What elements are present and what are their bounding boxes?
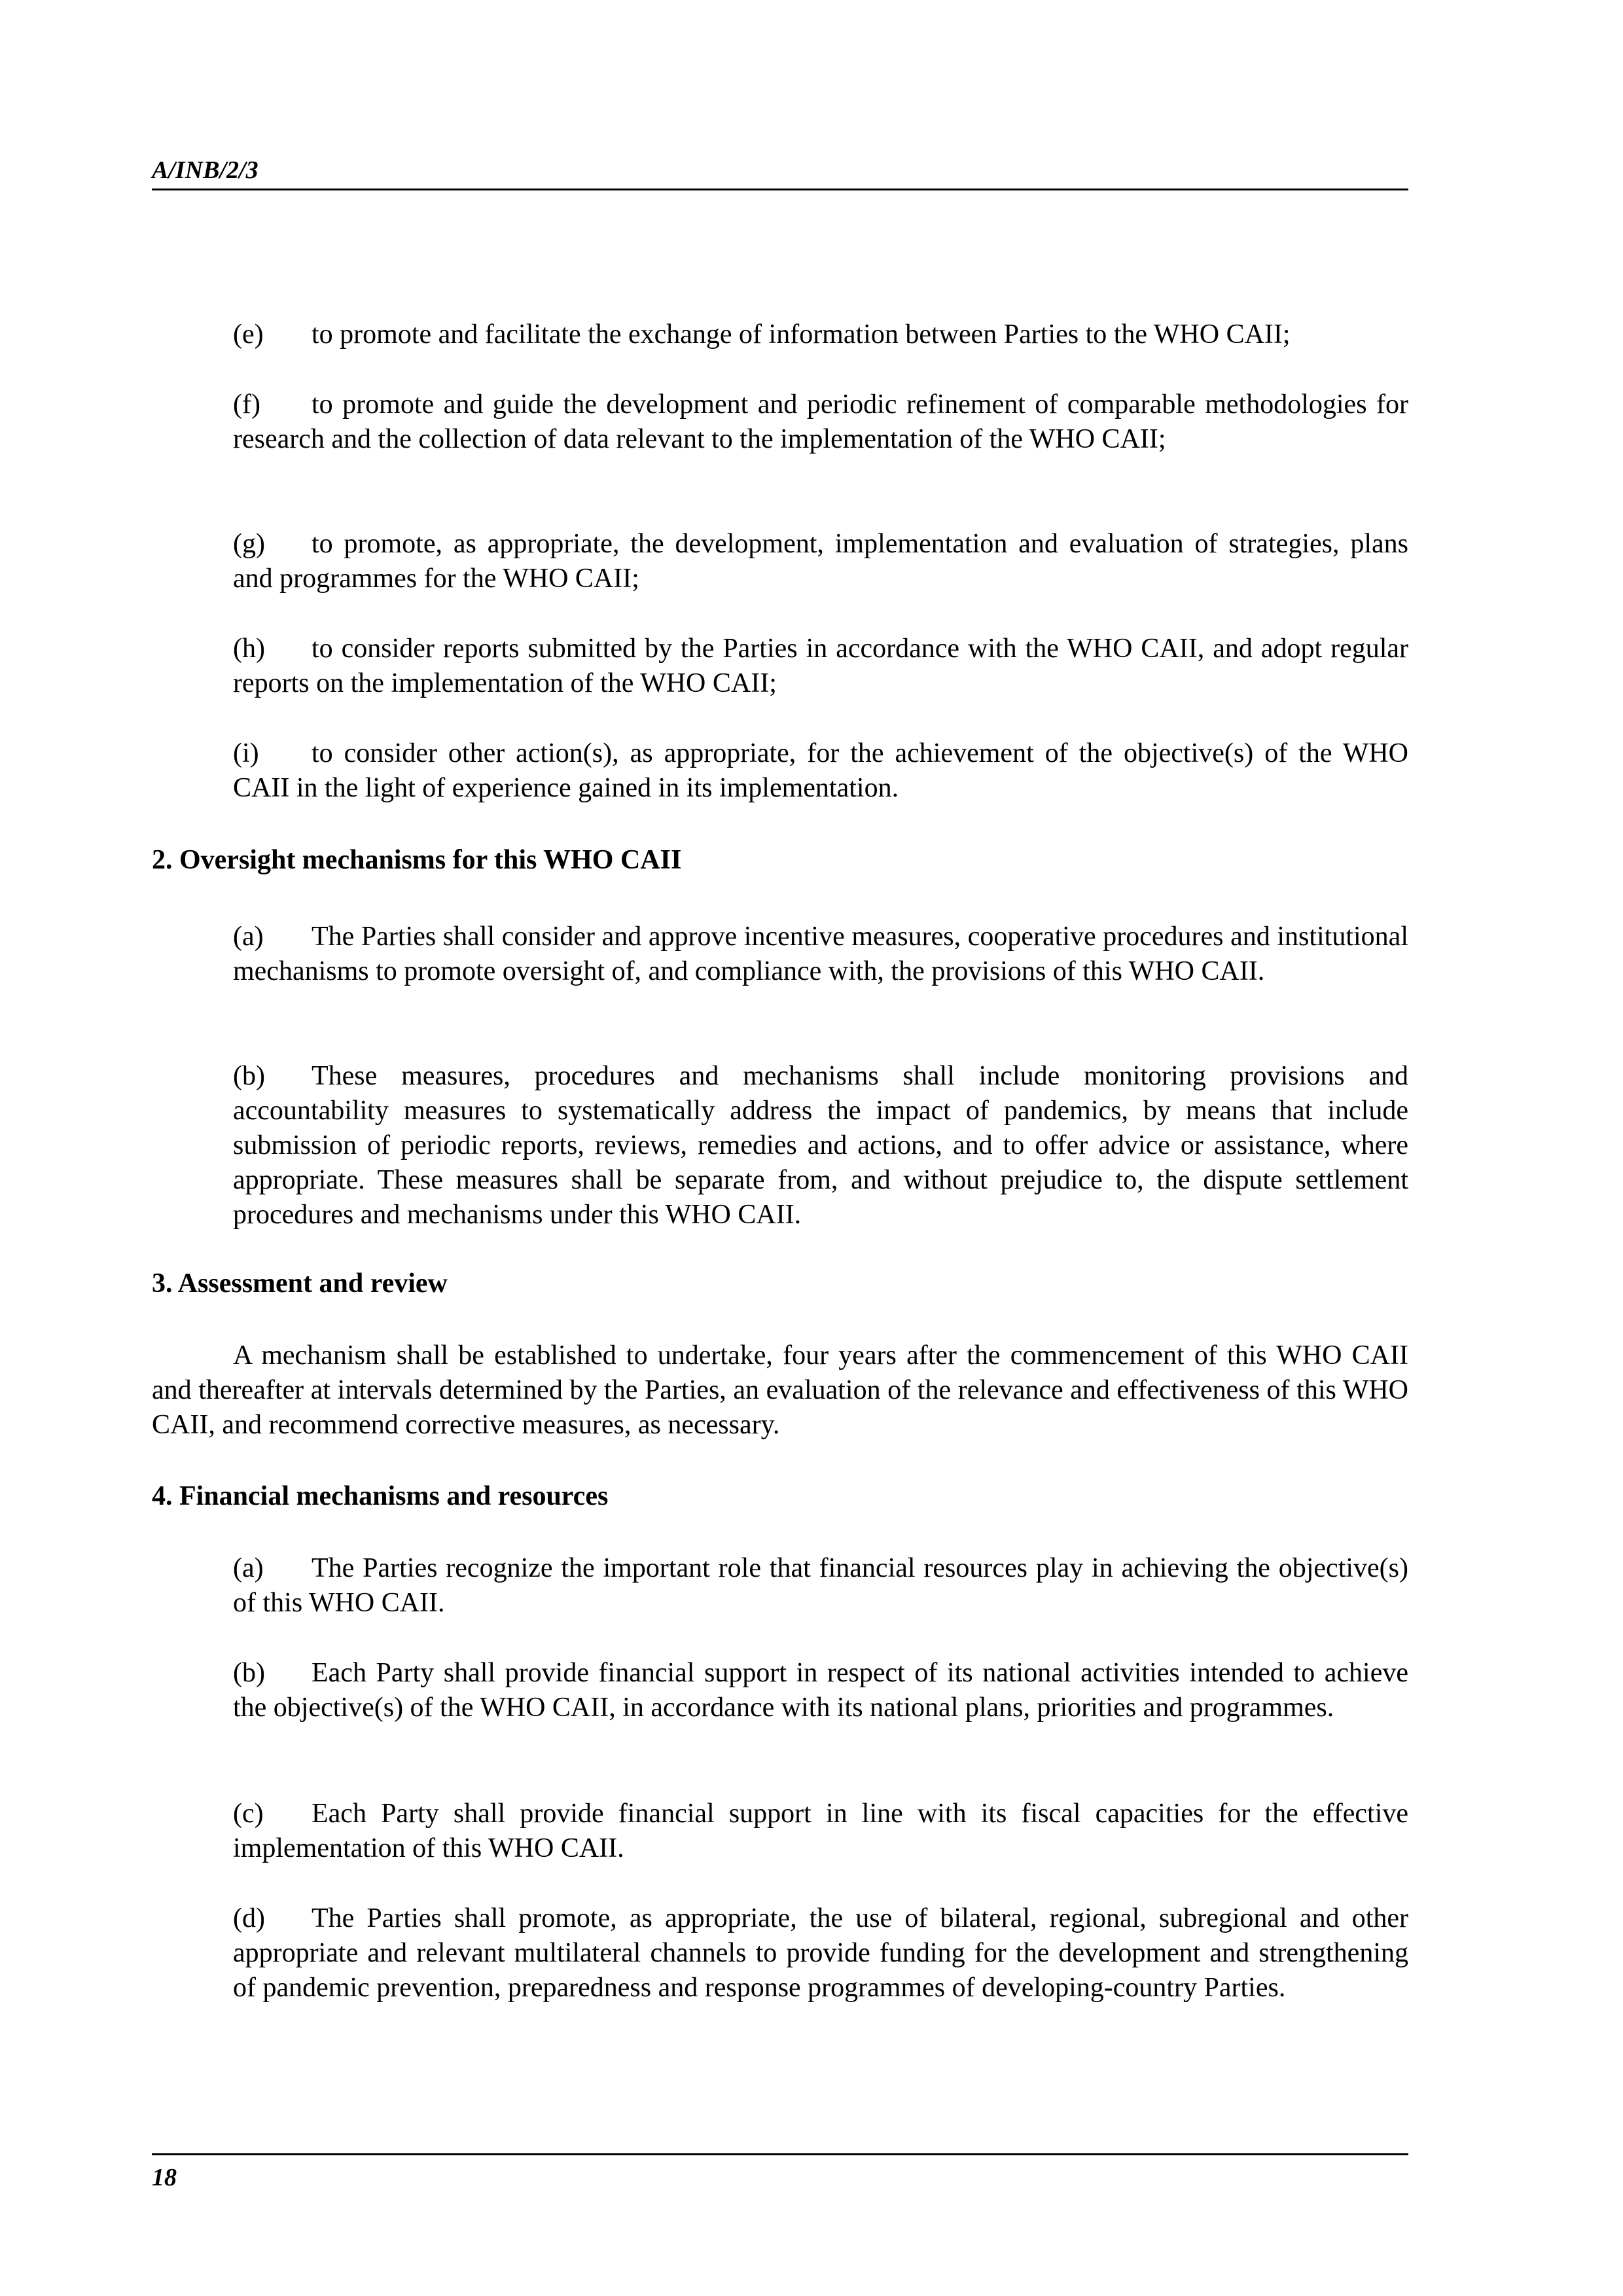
list-item-f [233, 387, 1408, 457]
section-4-item-c [233, 1797, 1408, 1866]
item-text: The Parties shall consider and approve incentive measures, cooperative procedures and institutional mechanisms to promote oversight of, and compliance with, the provisions of this WHO CAII. [233, 922, 1408, 986]
list-item-g [233, 527, 1408, 596]
section-4-item-d [233, 1901, 1408, 2005]
item-text: to consider reports submitted by the Parties in accordance with the WHO CAII, and adopt regular reports on the implementation of the WHO CAII; [233, 634, 1408, 698]
item-text: Each Party shall provide financial support in respect of its national activities intended to achieve the objective(s) of the WHO CAII, in accordance with its national plans, priorities and programmes. [233, 1658, 1408, 1723]
list-item-h [233, 632, 1408, 701]
section-4-item-a [233, 1551, 1408, 1621]
footer-divider [152, 2153, 1408, 2155]
list-item-i [233, 736, 1408, 806]
section-2-item-a [233, 920, 1408, 989]
item-letter: (a) [233, 922, 264, 952]
item-letter: (a) [233, 1553, 264, 1583]
item-letter: (d) [233, 1903, 265, 1933]
item-text: Each Party shall provide financial support in line with its fiscal capacities for the effective implementation of this WHO CAII. [233, 1799, 1408, 1863]
header-divider [152, 188, 1408, 190]
item-text: to promote and guide the development and periodic refinement of comparable methodologies for research and the collection of data relevant to the implementation of the WHO CAII; [233, 389, 1408, 454]
section-2-item-b [233, 1059, 1408, 1232]
item-letter: (h) [233, 634, 265, 664]
section-2-heading: 2. Oversight mechanisms for this WHO CAII [152, 845, 682, 875]
item-letter: (g) [233, 529, 265, 559]
item-text: to promote and facilitate the exchange of information between Parties to the WHO CAII; [312, 319, 1291, 350]
item-text: The Parties recognize the important role that financial resources play in achieving the objective(s) of this WHO CAII. [233, 1553, 1408, 1618]
item-text: to promote, as appropriate, the development, implementation and evaluation of strategies, plans and programmes for the WHO CAII; [233, 529, 1408, 594]
item-letter: (i) [233, 738, 259, 768]
item-letter: (f) [233, 389, 260, 420]
list-item-e [233, 317, 1408, 352]
section-4-heading: 4. Financial mechanisms and resources [152, 1481, 609, 1511]
item-letter: (b) [233, 1061, 265, 1091]
page-number: 18 [152, 2164, 177, 2191]
section-3-heading: 3. Assessment and review [152, 1268, 448, 1299]
item-letter: (e) [233, 319, 264, 350]
item-letter: (b) [233, 1658, 265, 1688]
item-text: to consider other action(s), as appropriate, for the achievement of the objective(s) of the WHO CAII in the light of experience gained in its implementation. [233, 738, 1408, 803]
item-text: The Parties shall promote, as appropriate, the use of bilateral, regional, subregional and other appropriate and relevant multilateral channels to provide funding for the development and strengthening of pandemic prevention, preparedness and response programmes of developing-country Parties. [233, 1903, 1408, 2003]
document-reference: A/INB/2/3 [152, 156, 259, 184]
section-4-item-b [233, 1656, 1408, 1725]
section-3-paragraph: A mechanism shall be established to undertake, four years after the commencement of this WHO CAII and thereafter at intervals determined by the Parties, an evaluation of the relevance and effectiveness of this WHO CAII, and recommend corrective measures, as necessary. [152, 1340, 1408, 1440]
item-text: These measures, procedures and mechanisms shall include monitoring provisions and accountability measures to systematically address the impact of pandemics, by means that include submission of periodic reports, reviews, remedies and actions, and to offer advice or assistance, where appropriate. These measures shall be separate from, and without prejudice to, the dispute settlement procedures and mechanisms under this WHO CAII. [233, 1061, 1408, 1230]
item-letter: (c) [233, 1799, 264, 1829]
